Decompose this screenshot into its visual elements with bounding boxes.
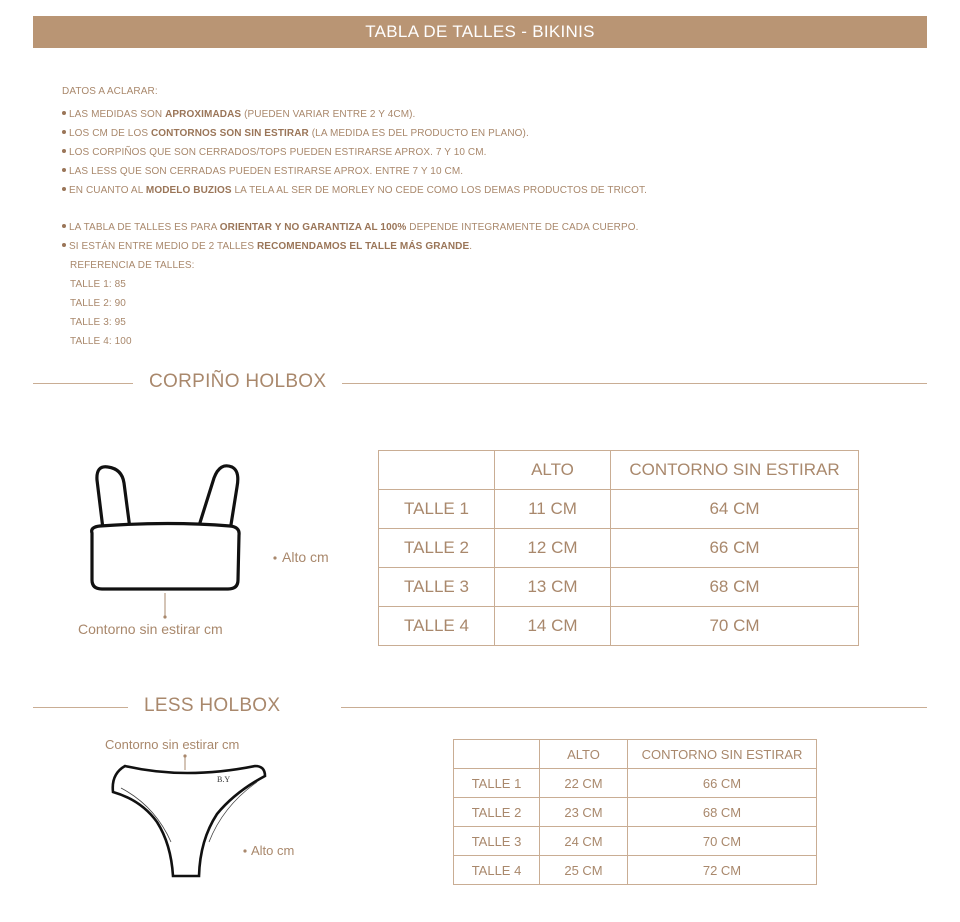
note-text: EN CUANTO AL [69,185,146,196]
bikini-bottom-illustration [105,752,275,882]
section-divider-right [341,707,927,708]
note-text: LOS CM DE LOS [69,128,151,139]
table-cell: TALLE 2 [379,529,495,568]
section-divider-right [342,383,927,384]
note-item [62,124,647,143]
table-cell: 66 CM [611,529,859,568]
table-header-cell: CONTORNO SIN ESTIRAR [628,740,817,769]
brand-mark: B.Y [217,775,231,784]
note-text: DEPENDE INTEGRAMENTE DE CADA CUERPO. [406,222,639,233]
note-item [62,218,647,237]
corpino-section-title: CORPIÑO HOLBOX [149,371,327,392]
reference-item: TALLE 1: 85 [70,279,126,290]
note-item [62,105,647,124]
table-cell: TALLE 3 [454,827,540,856]
bullet-icon [62,243,66,247]
table-cell: 66 CM [628,769,817,798]
note-item [62,162,647,181]
note-item [62,143,647,162]
note-emphasis: ORIENTAR Y NO GARANTIZA AL 100% [219,222,407,233]
section-divider-left [33,383,133,384]
table-header-cell: CONTORNO SIN ESTIRAR [611,451,859,490]
table-row [454,798,817,827]
table-cell: TALLE 4 [454,856,540,885]
reference-item: TALLE 4: 100 [70,336,132,347]
reference-item: TALLE 2: 90 [70,298,126,309]
notes-section [62,86,647,351]
note-text: LA TABLA DE TALLES ES PARA [69,222,220,233]
page-title: TABLA DE TALLES - BIKINIS [365,22,595,41]
note-item [62,181,647,200]
table-cell: 22 CM [540,769,628,798]
table-header-row [379,451,859,490]
bullet-icon [62,187,66,191]
table-cell: 12 CM [495,529,611,568]
table-header-cell: ALTO [495,451,611,490]
note-emphasis: CONTORNOS SON SIN ESTIRAR [150,128,309,139]
bullet-icon [62,224,66,228]
table-row [454,827,817,856]
less-size-table [453,739,817,885]
table-row [379,568,859,607]
bullet-icon [62,130,66,134]
note-emphasis: MODELO BUZIOS [145,185,232,196]
table-cell: 25 CM [540,856,628,885]
table-cell: 70 CM [628,827,817,856]
table-cell: TALLE 2 [454,798,540,827]
table-cell: 70 CM [611,607,859,646]
note-text: LAS LESS QUE SON CERRADAS PUEDEN ESTIRARSE APROX. ENTRE 7 Y 10 CM. [69,166,464,177]
note-text: LAS MEDIDAS SON [69,109,166,120]
table-cell: TALLE 3 [379,568,495,607]
bullet-icon [62,168,66,172]
table-header-row [454,740,817,769]
note-text: (LA MEDIDA ES DEL PRODUCTO EN PLANO). [308,128,529,139]
note-emphasis: APROXIMADAS [165,109,242,120]
corpino-size-table [378,450,859,646]
table-cell: 23 CM [540,798,628,827]
table-row [454,856,817,885]
table-row [454,769,817,798]
note-text: LA TELA AL SER DE MORLEY NO CEDE COMO LOS DEMAS PRODUCTOS DE TRICOT. [231,185,647,196]
notes-title: DATOS A ACLARAR: [62,86,158,97]
table-header-cell [379,451,495,490]
table-cell: 14 CM [495,607,611,646]
table-header-cell: ALTO [540,740,628,769]
table-header-cell [454,740,540,769]
note-item [62,237,647,256]
less-contorno-label: Contorno sin estirar cm [105,737,240,752]
table-row [379,607,859,646]
page-title-bar [33,16,927,48]
table-row [379,529,859,568]
table-cell: TALLE 1 [454,769,540,798]
less-alto-label: Alto cm [251,843,295,858]
bikini-top-illustration [70,455,290,625]
bullet-icon [62,149,66,153]
note-emphasis: RECOMENDAMOS EL TALLE MÁS GRANDE [256,241,470,252]
table-row [379,490,859,529]
less-section-title: LESS HOLBOX [144,695,281,716]
corpino-alto-label: Alto cm [282,549,329,565]
note-text: LOS CORPIÑOS QUE SON CERRADOS/TOPS PUEDEN ESTIRARSE APROX. 7 Y 10 CM. [69,147,487,158]
notes-list [62,105,647,256]
table-cell: TALLE 4 [379,607,495,646]
table-cell: 24 CM [540,827,628,856]
reference-item: TALLE 3: 95 [70,317,126,328]
notes-spacer [62,200,647,218]
corpino-contorno-label: Contorno sin estirar cm [78,621,223,637]
note-text: (PUEDEN VARIAR ENTRE 2 Y 4CM). [241,109,416,120]
table-cell: 68 CM [611,568,859,607]
bullet-icon [62,111,66,115]
note-text: SI ESTÁN ENTRE MEDIO DE 2 TALLES [69,241,257,252]
table-cell: 68 CM [628,798,817,827]
table-cell: 11 CM [495,490,611,529]
table-cell: TALLE 1 [379,490,495,529]
table-cell: 64 CM [611,490,859,529]
reference-title: REFERENCIA DE TALLES: [70,260,195,271]
note-text: . [469,241,473,252]
table-cell: 13 CM [495,568,611,607]
section-divider-left [33,707,128,708]
table-cell: 72 CM [628,856,817,885]
